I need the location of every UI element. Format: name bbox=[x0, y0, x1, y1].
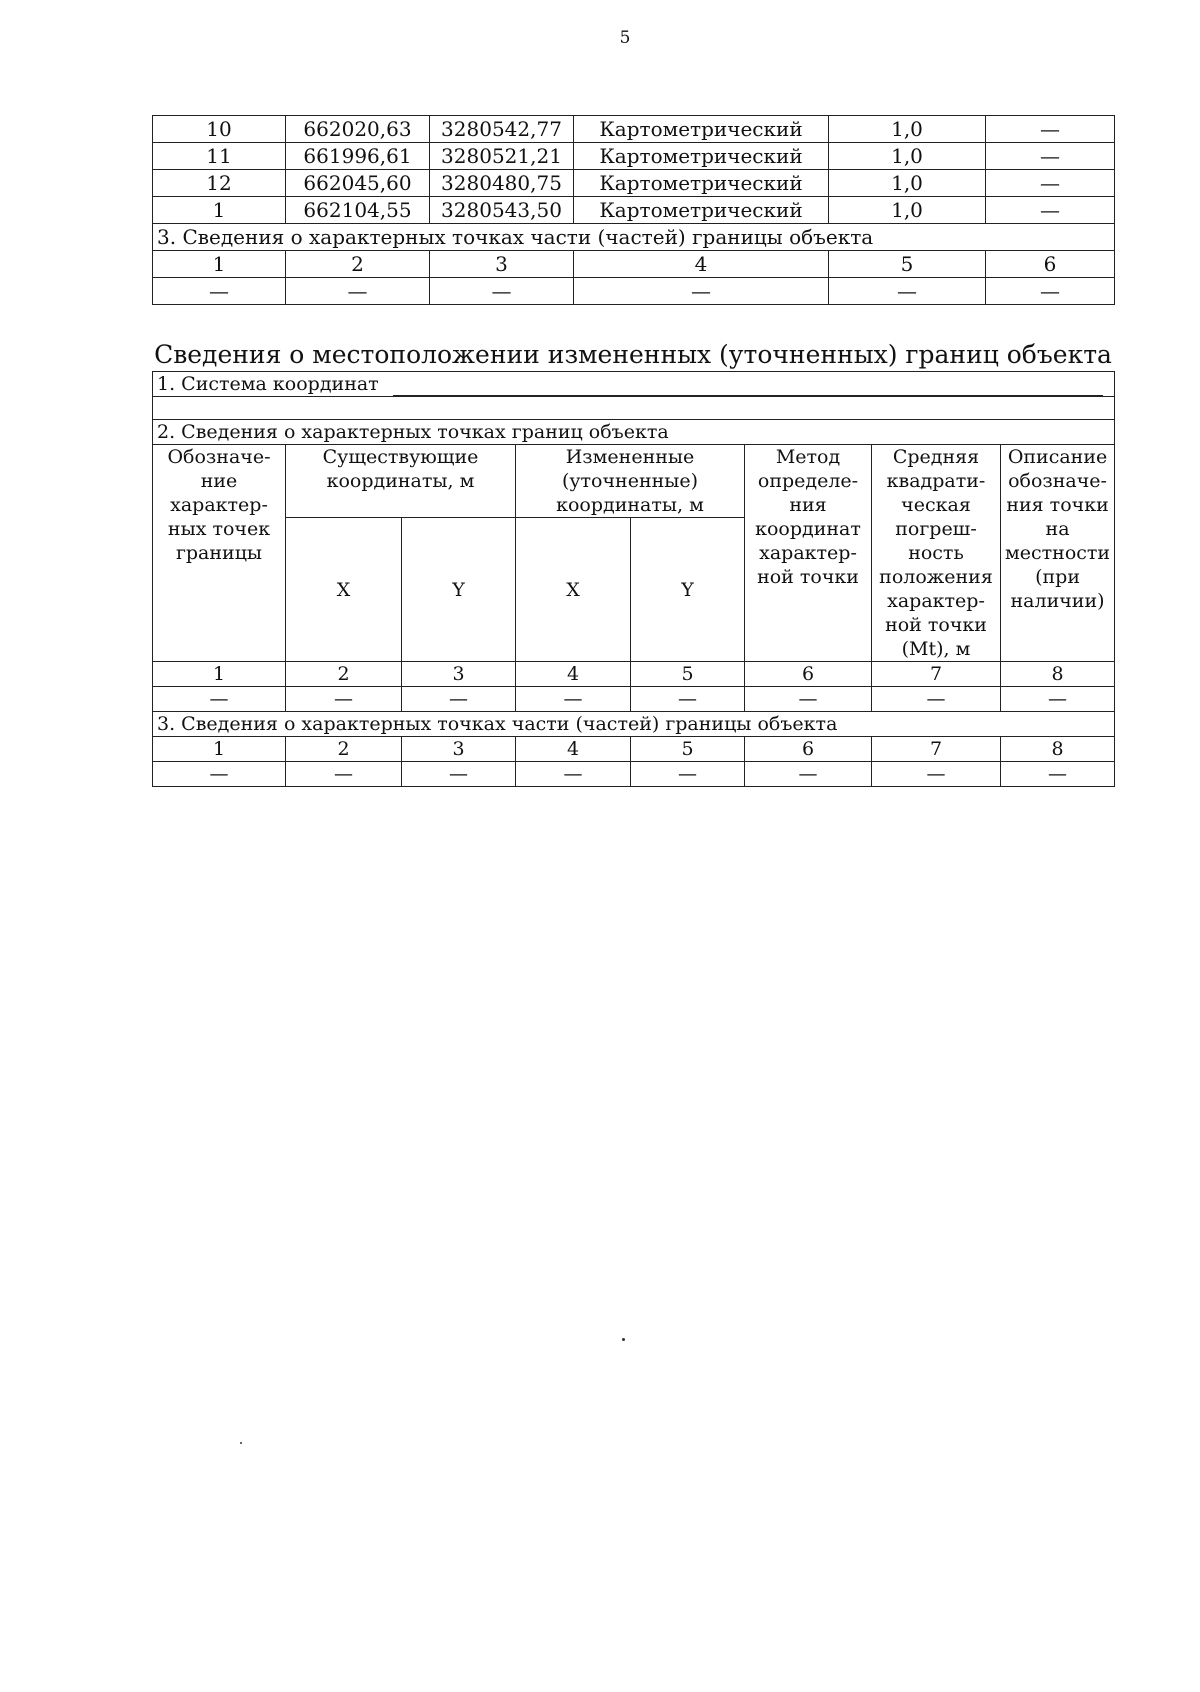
description: — bbox=[986, 143, 1115, 170]
column-number: 6 bbox=[986, 251, 1115, 278]
column-number: 6 bbox=[745, 737, 872, 762]
header-x-changed: X bbox=[516, 518, 631, 662]
header-y-existing: Y bbox=[402, 518, 516, 662]
dash-cell: — bbox=[631, 762, 745, 787]
dash-cell: — bbox=[872, 687, 1001, 712]
dash-cell: — bbox=[516, 762, 631, 787]
dash-cell: — bbox=[402, 762, 516, 787]
dash-cell: — bbox=[286, 687, 402, 712]
dash-cell: — bbox=[1001, 762, 1115, 787]
column-numbers-row bbox=[153, 737, 1115, 762]
column-number: 2 bbox=[286, 737, 402, 762]
section3-label: 3. Сведения о характерных точках части (частей) границы объекта bbox=[153, 224, 1115, 251]
dash-cell: — bbox=[986, 278, 1115, 305]
table-row bbox=[153, 116, 1115, 143]
dash-cell: — bbox=[430, 278, 574, 305]
section-row bbox=[153, 224, 1115, 251]
section2-label: 2. Сведения о характерных точках границ объекта bbox=[153, 420, 1115, 445]
coord-x: 662020,63 bbox=[286, 116, 430, 143]
dash-cell: — bbox=[745, 762, 872, 787]
header-method: Метод определе-ния координат характер-ной точки bbox=[745, 445, 872, 662]
column-numbers-row bbox=[153, 251, 1115, 278]
header-designation: Обозначе-ние характер-ных точек границы bbox=[153, 445, 286, 662]
column-number: 1 bbox=[153, 251, 286, 278]
column-number: 1 bbox=[153, 737, 286, 762]
section-row bbox=[153, 420, 1115, 445]
description: — bbox=[986, 116, 1115, 143]
accuracy: 1,0 bbox=[829, 197, 986, 224]
accuracy: 1,0 bbox=[829, 143, 986, 170]
table-row bbox=[153, 143, 1115, 170]
column-number: 8 bbox=[1001, 662, 1115, 687]
empty-row bbox=[153, 762, 1115, 787]
column-number: 2 bbox=[286, 662, 402, 687]
column-number: 7 bbox=[872, 662, 1001, 687]
header-existing: Существующие координаты, м bbox=[286, 445, 516, 518]
column-number: 4 bbox=[516, 737, 631, 762]
scan-speck bbox=[622, 1338, 625, 1341]
dash-cell: — bbox=[286, 762, 402, 787]
header-changed: Измененные (уточненные) координаты, м bbox=[516, 445, 745, 518]
boundary-points-table bbox=[152, 115, 1115, 305]
dash-cell: — bbox=[516, 687, 631, 712]
point-id: 12 bbox=[153, 170, 286, 197]
coord-system-blank-row bbox=[153, 397, 1115, 420]
section-title: Сведения о местоположении измененных (уточненных) границ объекта bbox=[154, 340, 1112, 369]
dash-cell: — bbox=[402, 687, 516, 712]
table-row bbox=[153, 197, 1115, 224]
column-number: 6 bbox=[745, 662, 872, 687]
dash-cell: — bbox=[829, 278, 986, 305]
coord-y: 3280521,21 bbox=[430, 143, 574, 170]
column-number: 3 bbox=[402, 662, 516, 687]
coord-system-row bbox=[153, 372, 1115, 397]
coord-y: 3280480,75 bbox=[430, 170, 574, 197]
point-id: 11 bbox=[153, 143, 286, 170]
header-x-existing: X bbox=[286, 518, 402, 662]
column-number: 5 bbox=[631, 662, 745, 687]
point-id: 1 bbox=[153, 197, 286, 224]
column-number: 2 bbox=[286, 251, 430, 278]
column-number: 4 bbox=[516, 662, 631, 687]
description: — bbox=[986, 170, 1115, 197]
coord-y: 3280543,50 bbox=[430, 197, 574, 224]
method: Картометрический bbox=[574, 197, 829, 224]
column-number: 1 bbox=[153, 662, 286, 687]
dash-cell: — bbox=[872, 762, 1001, 787]
coord-x: 662045,60 bbox=[286, 170, 430, 197]
header-description: Описание обозначе-ния точки на местности (при наличии) bbox=[1001, 445, 1115, 662]
dash-cell: — bbox=[745, 687, 872, 712]
header-row bbox=[153, 445, 1115, 518]
changed-boundaries-table bbox=[152, 371, 1115, 787]
method: Картометрический bbox=[574, 170, 829, 197]
point-id: 10 bbox=[153, 116, 286, 143]
column-number: 5 bbox=[829, 251, 986, 278]
table-row bbox=[153, 170, 1115, 197]
section-row bbox=[153, 712, 1115, 737]
dash-cell: — bbox=[153, 278, 286, 305]
column-number: 5 bbox=[631, 737, 745, 762]
dash-cell: — bbox=[574, 278, 829, 305]
empty-row bbox=[153, 278, 1115, 305]
dash-cell: — bbox=[286, 278, 430, 305]
method: Картометрический bbox=[574, 116, 829, 143]
dash-cell: — bbox=[153, 687, 286, 712]
section3-label: 3. Сведения о характерных точках части (частей) границы объекта bbox=[153, 712, 1115, 737]
coord-x: 662104,55 bbox=[286, 197, 430, 224]
dash-cell: — bbox=[1001, 687, 1115, 712]
header-y-changed: Y bbox=[631, 518, 745, 662]
description: — bbox=[986, 197, 1115, 224]
column-number: 8 bbox=[1001, 737, 1115, 762]
page-number: 5 bbox=[619, 28, 631, 48]
empty-row bbox=[153, 687, 1115, 712]
column-number: 3 bbox=[402, 737, 516, 762]
coord-system-label: 1. Система координат bbox=[157, 373, 379, 395]
method: Картометрический bbox=[574, 143, 829, 170]
column-number: 4 bbox=[574, 251, 829, 278]
coord-system-field bbox=[393, 377, 1103, 396]
coord-x: 661996,61 bbox=[286, 143, 430, 170]
column-number: 3 bbox=[430, 251, 574, 278]
header-mse: Средняя квадрати-ческая погреш-ность положения характер-ной точки (Mt), м bbox=[872, 445, 1001, 662]
dash-cell: — bbox=[631, 687, 745, 712]
dash-cell: — bbox=[153, 762, 286, 787]
accuracy: 1,0 bbox=[829, 116, 986, 143]
column-number: 7 bbox=[872, 737, 1001, 762]
column-numbers-row bbox=[153, 662, 1115, 687]
scan-speck bbox=[240, 1442, 242, 1444]
accuracy: 1,0 bbox=[829, 170, 986, 197]
coord-y: 3280542,77 bbox=[430, 116, 574, 143]
